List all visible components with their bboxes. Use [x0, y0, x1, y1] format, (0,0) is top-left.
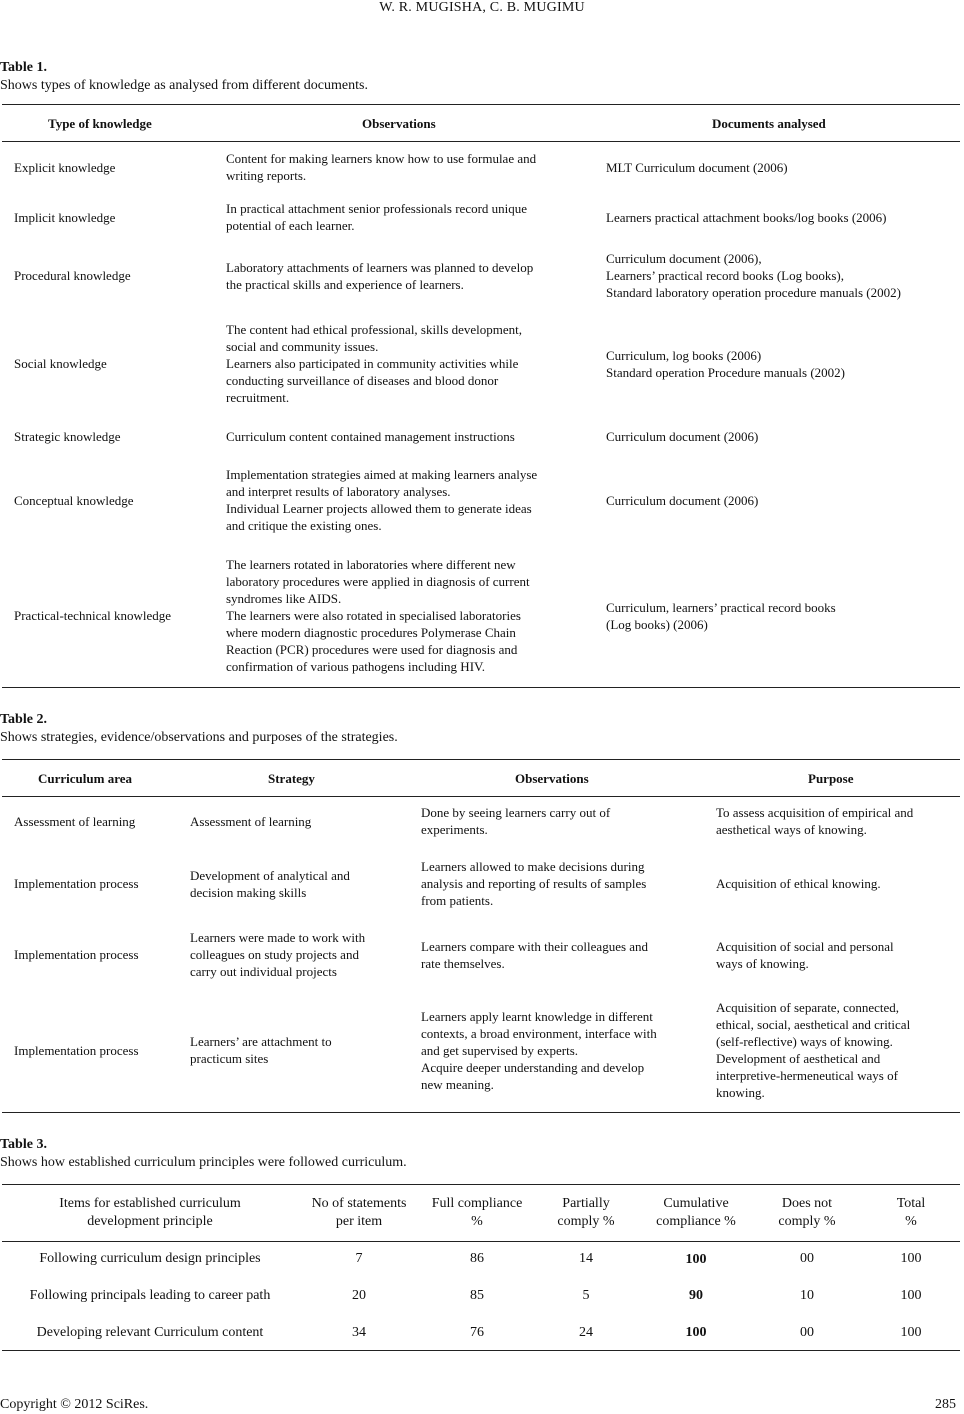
- table3-item-cell: Developing relevant Curriculum content: [36, 1325, 264, 1340]
- table3-bottom-rule: [2, 1350, 960, 1351]
- table3-total-cell: 100: [900, 1325, 922, 1340]
- table2-header-rule: [2, 796, 960, 797]
- table1-observation-cell: Curriculum content contained management instructions: [226, 429, 515, 444]
- table2-caption: [0, 711, 398, 747]
- table3-caption-text: Shows how established curriculum principles were followed curriculum.: [0, 1155, 407, 1170]
- table2-header-area: Curriculum area: [38, 771, 132, 786]
- table3-partial-cell: 24: [579, 1325, 593, 1340]
- table1-observation-cell: The learners rotated in laboratories where different new laboratory procedures were applied in diagnosis of current syndromes like AIDS. The learners were also rotated in specialised laboratories where modern diagnostic procedures Polymerase Chain Reaction (PCR) procedures were used for diagnosis and confirmation of various pathogens including HIV.: [226, 557, 530, 674]
- table1-document-cell: Curriculum, learners’ practical record books (Log books) (2006): [606, 599, 836, 632]
- table1-document-cell: Curriculum document (2006): [606, 429, 759, 444]
- table3-item-cell: Following principals leading to career path: [29, 1288, 271, 1303]
- table1-type-cell: Explicit knowledge: [14, 159, 116, 175]
- table2-purpose-cell: Acquisition of social and personal ways of knowing.: [716, 938, 894, 971]
- table3-full-cell: 76: [470, 1325, 484, 1340]
- table1-type-cell: Procedural knowledge: [14, 268, 131, 283]
- table1-type-cell: Implicit knowledge: [14, 209, 116, 225]
- table2-purpose-cell: To assess acquisition of empirical and aesthetical ways of knowing.: [716, 805, 914, 837]
- table2-observation-cell: Done by seeing learners carry out of experiments.: [421, 805, 611, 837]
- table1-document-cell: Curriculum, log books (2006) Standard operation Procedure manuals (2002): [606, 347, 845, 380]
- table2-purpose-cell: Acquisition of ethical knowing.: [716, 876, 881, 891]
- table3-header-partial: Partially comply %: [557, 1196, 615, 1229]
- table2-strategy-cell: Learners’ are attachment to practicum sites: [190, 1034, 332, 1066]
- table1-header-rule: [2, 141, 960, 142]
- table3-full-cell: 85: [470, 1288, 484, 1303]
- table1-type-cell: Practical-technical knowledge: [14, 608, 172, 623]
- table1-observation-cell: Implementation strategies aimed at making learners analyse and interpret results of laboratory analyses. Individual Learner projects allowed them to generate ideas and critique the existing ones.: [226, 467, 538, 533]
- running-head: W. R. MUGISHA, C. B. MUGIMU: [379, 0, 585, 15]
- table1-number: Table 1.: [0, 60, 47, 75]
- table2-observation-cell: Learners allowed to make decisions during analysis and reporting of results of samples from patients.: [421, 859, 647, 908]
- table3-number: Table 3.: [0, 1137, 47, 1152]
- table3-item-cell: Following curriculum design principles: [39, 1251, 261, 1266]
- table2-number: Table 2.: [0, 712, 47, 727]
- table2-strategy-cell: Assessment of learning: [190, 813, 312, 829]
- table1-caption-text: Shows types of knowledge as analysed from different documents.: [0, 78, 368, 93]
- table3-top-rule: [2, 1184, 960, 1185]
- table1-document-cell: Curriculum document (2006), Learners’ practical record books (Log books), Standard laboratory operation procedure manuals (2002): [606, 251, 901, 300]
- table1-bottom-rule: [2, 687, 960, 688]
- table3-header-item: Items for established curriculum development principle: [59, 1196, 241, 1229]
- table3-caption: [0, 1136, 407, 1172]
- table2-area-cell: Implementation process: [14, 947, 139, 962]
- table3-partial-cell: 5: [582, 1288, 590, 1303]
- table3-cumulative-cell: 90: [689, 1288, 703, 1303]
- table1-header-documents: Documents analysed: [712, 116, 826, 131]
- table1-top-rule: [2, 104, 960, 105]
- table3-partial-cell: 14: [579, 1251, 593, 1266]
- table3-cumulative-cell: 100: [685, 1252, 707, 1267]
- footer-page-number: 285: [935, 1397, 956, 1412]
- table2-top-rule: [2, 759, 960, 760]
- table2-area-cell: Assessment of learning: [14, 813, 136, 829]
- table3-total-cell: 100: [900, 1251, 922, 1266]
- table2-observation-cell: Learners apply learnt knowledge in different contexts, a broad environment, interface with and get supervised by experts. Acquire deeper understanding and develop new meaning.: [421, 1008, 657, 1092]
- table1-document-cell: Curriculum document (2006): [606, 492, 759, 508]
- table2-strategy-cell: Learners were made to work with colleagues on study projects and carry out individual projects: [190, 930, 366, 979]
- table3-statements-cell: 20: [352, 1288, 366, 1303]
- table3-not-cell: 00: [800, 1251, 814, 1266]
- table2-header-observations: Observations: [515, 771, 589, 786]
- table1-observation-cell: In practical attachment senior professionals record unique potential of each learner.: [226, 201, 528, 233]
- table1-document-cell: MLT Curriculum document (2006): [606, 159, 788, 175]
- table2-area-cell: Implementation process: [14, 1042, 139, 1058]
- table3-total-cell: 100: [900, 1288, 922, 1303]
- table2-caption-text: Shows strategies, evidence/observations and purposes of the strategies.: [0, 730, 398, 745]
- table1-header-observations: Observations: [362, 116, 436, 131]
- table2-observation-cell: Learners compare with their colleagues and rate themselves.: [421, 938, 649, 971]
- table3-header-total: Total %: [896, 1196, 926, 1229]
- table3-not-cell: 00: [800, 1325, 814, 1340]
- table1-type-cell: Conceptual knowledge: [14, 492, 134, 508]
- table1-type-cell: Strategic knowledge: [14, 429, 121, 444]
- table1-observation-cell: Content for making learners know how to use formulae and writing reports.: [226, 151, 537, 183]
- table3-not-cell: 10: [800, 1288, 814, 1303]
- footer-copyright: Copyright © 2012 SciRes.: [0, 1397, 149, 1412]
- table3-header-statements: No of statements per item: [311, 1196, 407, 1229]
- table2-header-strategy: Strategy: [268, 771, 315, 786]
- table3-full-cell: 86: [470, 1251, 484, 1266]
- table3-cumulative-cell: 100: [685, 1325, 707, 1340]
- table3-header-not: Does not comply %: [778, 1196, 836, 1229]
- table2-purpose-cell: Acquisition of separate, connected, ethical, social, aesthetical and critical (self-reflective) ways of knowing. Development of aesthetical and interpretive-hermeneutical ways of knowing.: [716, 1000, 911, 1100]
- table1-observation-cell: The content had ethical professional, skills development, social and community issues. Learners also participated in community activities while conducting surveillance of diseases and blood donor recruitment.: [226, 322, 523, 405]
- table3-header-full: Full compliance %: [431, 1196, 523, 1229]
- table1-type-cell: Social knowledge: [14, 356, 107, 371]
- table2-bottom-rule: [2, 1112, 960, 1113]
- table1-observation-cell: Laboratory attachments of learners was planned to develop the practical skills and experience of learners.: [226, 259, 534, 292]
- table1-document-cell: Learners practical attachment books/log books (2006): [606, 209, 887, 225]
- table2-header-purpose: Purpose: [808, 771, 854, 786]
- table3-statements-cell: 34: [352, 1325, 366, 1340]
- table1-caption: [0, 59, 368, 95]
- table1-header-type: Type of knowledge: [48, 116, 152, 131]
- table3-statements-cell: 7: [355, 1251, 363, 1266]
- table2-area-cell: Implementation process: [14, 876, 139, 891]
- table3-header-rule: [2, 1241, 960, 1242]
- table2-strategy-cell: Development of analytical and decision making skills: [190, 867, 350, 900]
- table3-header-cumulative: Cumulative compliance %: [656, 1196, 736, 1229]
